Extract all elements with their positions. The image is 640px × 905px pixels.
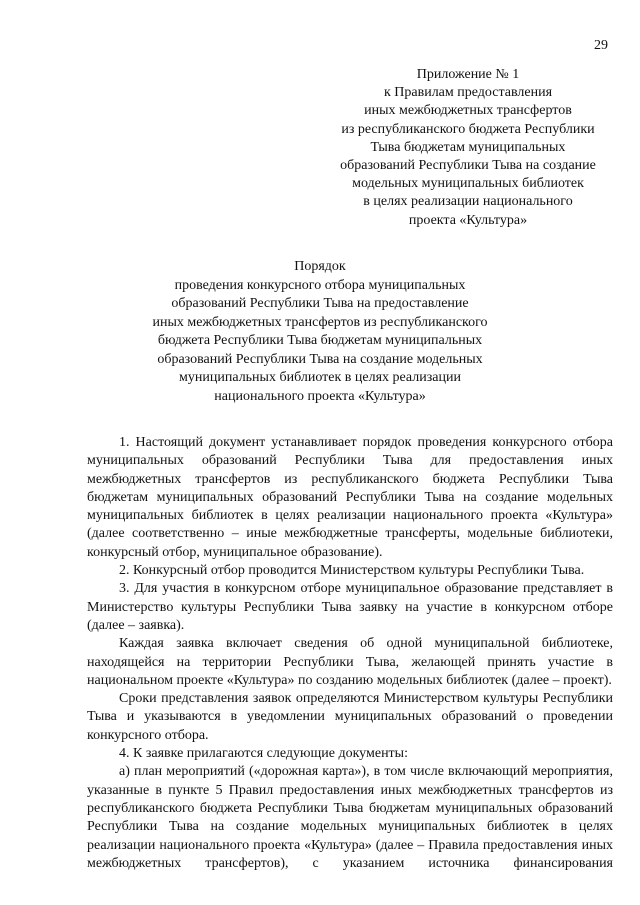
title-line: муниципальных библиотек в целях реализации [179, 370, 461, 385]
title-line: образований Республики Тыва на создание модельных [157, 351, 483, 367]
body-paragraph: а) план мероприятий («дорожная карта»), в том числе включающий мероприятия, указанные в пункте 5 Правил предоставления иных межбюджетных трансфертов из республиканского бюджета Республики Тыва бюджетам муниципальных образований Республики Тыва на создание модельных муниципальных библиотек в целях реализации национального проекта «Культура» (далее – Правила предоставления иных межбюджетных трансфертов), с указанием источника финансирования [87, 764, 613, 871]
document-title [100, 258, 540, 406]
title-line: национального проекта «Культура» [214, 388, 426, 404]
appendix-line: из республиканского бюджета Республики [341, 121, 595, 137]
page-number: 29 [594, 38, 608, 53]
appendix-line: проекта «Культура» [408, 212, 528, 228]
title-line: образований Республики Тыва на предоставление [171, 296, 469, 311]
title-line: бюджета Республики Тыва бюджетам муниципальных [157, 333, 483, 348]
title-line: иных межбюджетных трансфертов из республиканского [152, 314, 488, 330]
title-line: проведения конкурсного отбора муниципальных [174, 277, 466, 293]
document-body [87, 434, 613, 873]
body-paragraph: 4. К заявке прилагаются следующие документы: [119, 746, 408, 762]
appendix-line: к Правилам предоставления [383, 85, 553, 101]
body-paragraph: Сроки представления заявок определяются Министерством культуры Республики Тыва и указываются в уведомлении муниципальных образований о проведении конкурсного отбора. [87, 691, 613, 743]
appendix-line: образований Республики Тыва на создание [340, 158, 596, 174]
appendix-line: модельных муниципальных библиотек [352, 176, 584, 192]
appendix-line: в целях реализации национального [363, 194, 573, 210]
body-paragraph: 1. Настоящий документ устанавливает порядок проведения конкурсного отбора муниципальных образований Республики Тыва для предоставления иных межбюджетных трансфертов из республиканского бюджета Республики Тыва бюджетам муниципальных образований Республики Тыва на создание модельных муниципальных библиотек в целях реализации национального проекта «Культура» (далее соответственно – иные межбюджетные трансферты, модельные библиотеки, конкурсный отбор, муниципальное образование). [87, 435, 613, 560]
body-paragraph: Каждая заявка включает сведения об одной муниципальной библиотеке, находящейся на территории Республики Тыва, желающей принять участие в национальном проекте «Культура» по созданию модельных библиотек (далее – проект). [87, 636, 613, 688]
appendix-line: Приложение № 1 [416, 67, 520, 82]
appendix-line: Тыва бюджетам муниципальных [370, 139, 566, 155]
title-line: Порядок [294, 259, 346, 274]
body-paragraph: 3. Для участия в конкурсном отборе муниципальное образование представляет в Министерство культуры Республики Тыва заявку на участие в конкурсном отборе (далее – заявка). [87, 581, 613, 633]
appendix-line: иных межбюджетных трансфертов [364, 103, 572, 119]
body-paragraph: 2. Конкурсный отбор проводится Министерством культуры Республики Тыва. [119, 563, 585, 579]
appendix-heading [318, 66, 618, 230]
